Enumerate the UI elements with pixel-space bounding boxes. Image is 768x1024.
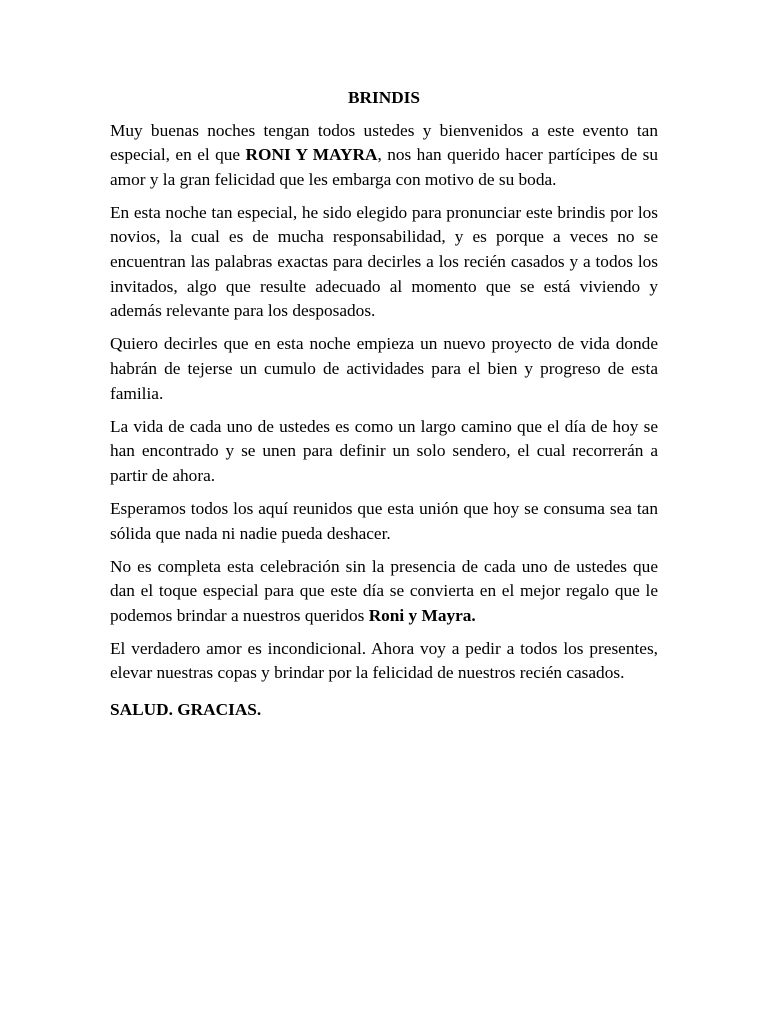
document-title: BRINDIS: [347, 88, 421, 107]
paragraph-6-text-start: No es completa esta celebración sin la presencia de cada uno de ustedes que dan el toque especial para que este día se convierta en el mejor regalo que le podemos brindar a nuestros queridos: [110, 556, 658, 625]
document-body: [110, 86, 658, 723]
paragraph-3: Quiero decirles que en esta noche empieza un nuevo proyecto de vida donde habrán de tejerse un cumulo de actividades para el bien y progreso de esta familia.: [110, 334, 658, 403]
paragraph-5: Esperamos todos los aquí reunidos que esta unión que hoy se consuma sea tan sólida que nada ni nadie pueda deshacer.: [110, 498, 658, 543]
couple-names-uppercase: RONI Y MAYRA: [245, 145, 378, 165]
paragraph-4: La vida de cada uno de ustedes es como un largo camino que el día de hoy se han encontrado y se unen para definir un solo sendero, el cual recorrerán a partir de ahora.: [110, 416, 658, 485]
paragraph-7: El verdadero amor es incondicional. Ahora voy a pedir a todos los presentes, elevar nuestras copas y brindar por la felicidad de nuestros recién casados.: [110, 638, 658, 683]
paragraph-6: [110, 555, 658, 629]
closing-line: SALUD. GRACIAS.: [110, 700, 262, 720]
paragraph-1: [110, 119, 658, 193]
paragraph-1-text-end: , nos han querido hacer partícipes de su amor y la gran felicidad que les embarga con motivo de su boda.: [110, 145, 658, 189]
paragraph-2: En esta noche tan especial, he sido elegido para pronunciar este brindis por los novios, la cual es de mucha responsabilidad, y es porque a veces no se encuentran las palabras exactas para decirles a los recién casados y a todos los invitados, algo que resulte adecuado al momento que se está viviendo y además relevante para los desposados.: [110, 202, 658, 321]
paragraph-1-text-start: Muy buenas noches tengan todos ustedes y bienvenidos a este evento tan especial, en el que: [110, 120, 658, 165]
couple-names: Roni y Mayra.: [368, 605, 476, 625]
